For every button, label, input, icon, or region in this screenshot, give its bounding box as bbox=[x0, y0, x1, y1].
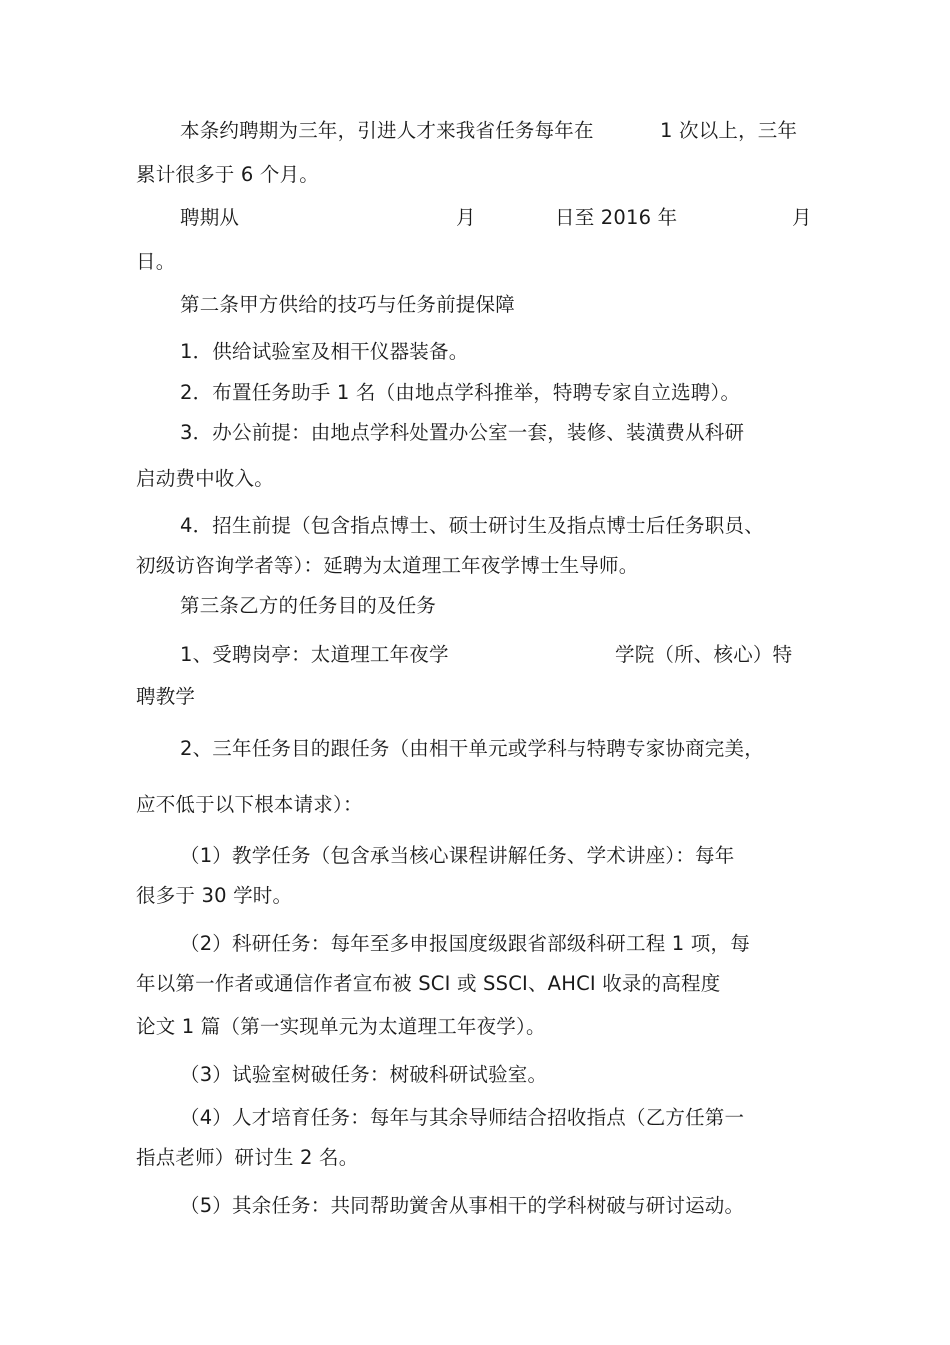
section-heading: 第二条甲方供给的技巧与任务前提保障 bbox=[180, 293, 515, 316]
text-line: 聘期从 bbox=[180, 206, 240, 229]
text-line: 日至 2016 年 bbox=[555, 206, 678, 229]
text-line: 2、三年任务目的跟任务（由相干单元或学科与特聘专家协商完美， bbox=[180, 737, 764, 760]
text-line: （4）人才培育任务：每年与其余导师结合招收指点（乙方任第一 bbox=[180, 1106, 745, 1129]
text-line: （3）试验室树破任务：树破科研试验室。 bbox=[180, 1063, 548, 1086]
text-line: （2）科研任务：每年至多申报国度级跟省部级科研工程 1 项，每 bbox=[180, 932, 750, 955]
text-line: 1、受聘岗亭：太道理工年夜学 bbox=[180, 643, 449, 666]
text-line: 日。 bbox=[136, 250, 176, 273]
text-line: （1）教学任务（包含承当核心课程讲解任务、学术讲座）：每年 bbox=[180, 844, 735, 867]
section-heading: 第三条乙方的任务目的及任务 bbox=[180, 594, 437, 617]
text-line: 应不低于以下根本请求）： bbox=[136, 793, 363, 816]
text-line: 月 bbox=[456, 206, 476, 229]
text-line: （5）其余任务：共同帮助黉舍从事相干的学科树破与研讨运动。 bbox=[180, 1194, 745, 1217]
text-line: 1 次以上，三年 bbox=[660, 119, 798, 142]
text-line: 月 bbox=[792, 206, 812, 229]
text-line: 本条约聘期为三年，引进人才来我省任务每年在 bbox=[180, 119, 594, 142]
text-line: 4．招生前提（包含指点博士、硕士研讨生及指点博士后任务职员、 bbox=[180, 514, 764, 537]
text-line: 年以第一作者或通信作者宣布被 SCI 或 SSCI、AHCI 收录的高程度 bbox=[136, 972, 721, 995]
text-line: 启动费中收入。 bbox=[136, 467, 274, 490]
text-line: 很多于 30 学时。 bbox=[136, 884, 293, 907]
text-line: 学院（所、核心）特 bbox=[615, 643, 793, 666]
text-line: 聘教学 bbox=[136, 685, 196, 708]
text-line: 累计很多于 6 个月。 bbox=[136, 163, 320, 186]
text-line: 3．办公前提：由地点学科处置办公室一套，装修、装潢费从科研 bbox=[180, 421, 745, 444]
text-line: 指点老师）研讨生 2 名。 bbox=[136, 1146, 359, 1169]
text-line: 论文 1 篇（第一实现单元为太道理工年夜学）。 bbox=[136, 1015, 546, 1038]
text-line: 初级访咨询学者等）：延聘为太道理工年夜学博士生导师。 bbox=[136, 554, 639, 577]
text-line: 1．供给试验室及相干仪器装备。 bbox=[180, 340, 469, 363]
text-line: 2．布置任务助手 1 名（由地点学科推举，特聘专家自立选聘）。 bbox=[180, 381, 741, 404]
